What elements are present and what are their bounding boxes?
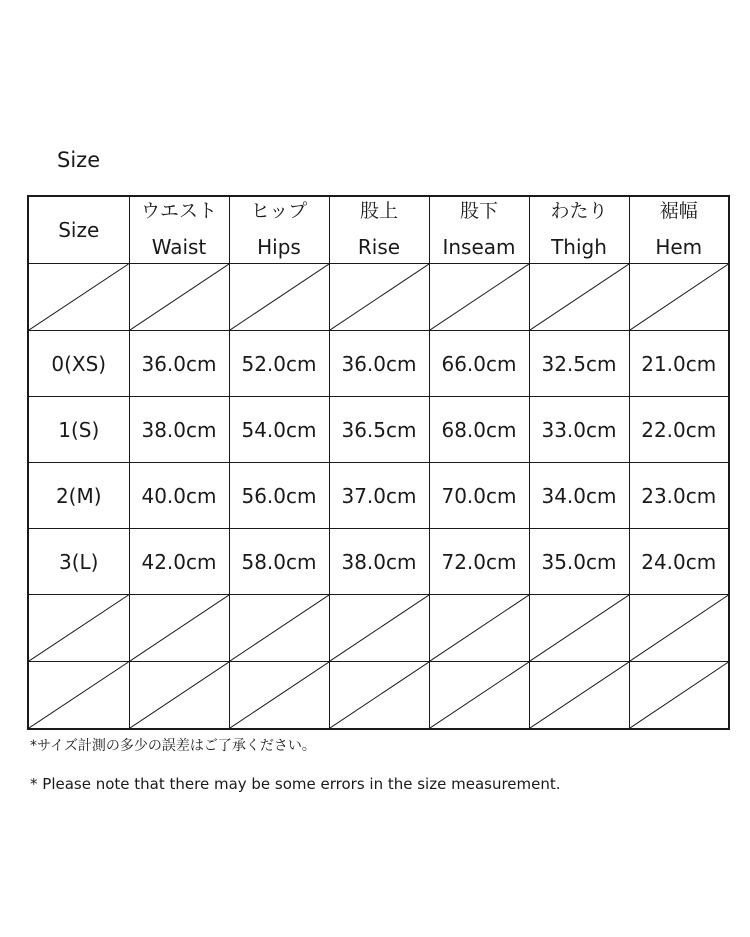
size-table [27, 195, 730, 730]
empty-cell [629, 264, 729, 331]
note-japanese: *サイズ計測の多少の誤差はご了承ください。 [30, 738, 316, 754]
header-en-label: Rise [357, 235, 401, 259]
empty-cell [629, 662, 729, 730]
slash-line [430, 662, 529, 728]
header-jp-label: 裾幅 [659, 200, 698, 222]
slash-line [29, 595, 129, 661]
header-en-label: Waist [151, 235, 207, 259]
diagonal-slash [29, 662, 129, 728]
slash-line [29, 264, 129, 330]
value-cell: 32.5cm [529, 331, 629, 397]
slash-line [29, 662, 129, 728]
diagonal-slash [630, 662, 729, 728]
slash-line [630, 595, 729, 661]
empty-cell [229, 662, 329, 730]
header-cell-waist [129, 196, 229, 264]
slash-line [230, 264, 329, 330]
header-jp-label: 股上 [359, 200, 398, 222]
empty-cell [329, 264, 429, 331]
empty-cell [129, 595, 229, 662]
size-cell: 1(S) [28, 397, 129, 463]
header-cell-hips [229, 196, 329, 264]
value-cell: 40.0cm [129, 463, 229, 529]
diagonal-slash [430, 662, 529, 728]
size-cell: 0(XS) [28, 331, 129, 397]
diagonal-slash [130, 264, 229, 330]
value-cell: 70.0cm [429, 463, 529, 529]
value-cell: 66.0cm [429, 331, 529, 397]
empty-cell [629, 595, 729, 662]
diagonal-slash [530, 264, 629, 330]
header-jp-label: ヒップ [250, 200, 308, 222]
value-cell: 23.0cm [629, 463, 729, 529]
value-cell: 58.0cm [229, 529, 329, 595]
value-cell: 56.0cm [229, 463, 329, 529]
value-cell: 38.0cm [129, 397, 229, 463]
table-row [28, 463, 729, 529]
header-cell-inseam [429, 196, 529, 264]
value-cell: 33.0cm [529, 397, 629, 463]
table-row [28, 331, 729, 397]
value-cell: 21.0cm [629, 331, 729, 397]
value-cell: 38.0cm [329, 529, 429, 595]
diagonal-slash [130, 662, 229, 728]
slash-line [430, 595, 529, 661]
empty-cell [429, 595, 529, 662]
diagonal-slash [530, 662, 629, 728]
slash-line [530, 662, 629, 728]
value-cell: 34.0cm [529, 463, 629, 529]
slash-line [530, 264, 629, 330]
header-jp-label: 股下 [459, 200, 498, 222]
table-row [28, 397, 729, 463]
empty-cell [229, 264, 329, 331]
diagonal-slash [430, 264, 529, 330]
value-cell: 68.0cm [429, 397, 529, 463]
value-cell: 72.0cm [429, 529, 529, 595]
empty-cell [28, 264, 129, 331]
size-cell: 2(M) [28, 463, 129, 529]
page-title: Size [57, 148, 101, 172]
empty-cell [329, 595, 429, 662]
slash-line [630, 662, 729, 728]
empty-cell [529, 662, 629, 730]
diagonal-slash [330, 595, 429, 661]
size-header-cell: Size [28, 196, 129, 264]
header-cell-hem [629, 196, 729, 264]
header-en-label: Hips [257, 235, 301, 259]
diagonal-slash [630, 595, 729, 661]
value-cell: 37.0cm [329, 463, 429, 529]
empty-cell [529, 595, 629, 662]
empty-cell [329, 662, 429, 730]
slash-line [530, 595, 629, 661]
value-cell: 54.0cm [229, 397, 329, 463]
empty-cell [229, 595, 329, 662]
slash-line [330, 264, 429, 330]
table-header-row [28, 196, 729, 264]
diagonal-slash [230, 264, 329, 330]
diagonal-slash [330, 662, 429, 728]
size-cell: 3(L) [28, 529, 129, 595]
header-en-label: Thigh [551, 235, 607, 259]
table-row [28, 529, 729, 595]
slash-line [130, 264, 229, 330]
header-cell-rise [329, 196, 429, 264]
diagonal-slash [230, 662, 329, 728]
diagonal-slash [530, 595, 629, 661]
diagonal-slash [29, 595, 129, 661]
value-cell: 24.0cm [629, 529, 729, 595]
value-cell: 35.0cm [529, 529, 629, 595]
empty-slash-row [28, 264, 729, 331]
slash-line [330, 595, 429, 661]
empty-slash-row [28, 662, 729, 730]
empty-cell [429, 264, 529, 331]
diagonal-slash [430, 595, 529, 661]
slash-line [130, 595, 229, 661]
header-en-label: Hem [655, 235, 703, 259]
empty-cell [429, 662, 529, 730]
diagonal-slash [29, 264, 129, 330]
slash-line [130, 662, 229, 728]
value-cell: 36.0cm [329, 331, 429, 397]
value-cell: 36.5cm [329, 397, 429, 463]
empty-cell [129, 264, 229, 331]
empty-slash-row [28, 595, 729, 662]
header-cell-thigh [529, 196, 629, 264]
slash-line [230, 595, 329, 661]
header-jp-label: ウエスト [140, 200, 217, 222]
diagonal-slash [330, 264, 429, 330]
empty-cell [529, 264, 629, 331]
diagonal-slash [130, 595, 229, 661]
value-cell: 22.0cm [629, 397, 729, 463]
empty-cell [129, 662, 229, 730]
note-english: * Please note that there may be some errors in the size measurement. [30, 775, 561, 793]
header-jp-label: わたり [550, 200, 608, 222]
slash-line [630, 264, 729, 330]
value-cell: 52.0cm [229, 331, 329, 397]
slash-line [230, 662, 329, 728]
value-cell: 42.0cm [129, 529, 229, 595]
slash-line [330, 662, 429, 728]
diagonal-slash [630, 264, 729, 330]
empty-cell [28, 595, 129, 662]
value-cell: 36.0cm [129, 331, 229, 397]
diagonal-slash [230, 595, 329, 661]
empty-cell [28, 662, 129, 730]
header-en-label: Inseam [442, 235, 516, 259]
slash-line [430, 264, 529, 330]
